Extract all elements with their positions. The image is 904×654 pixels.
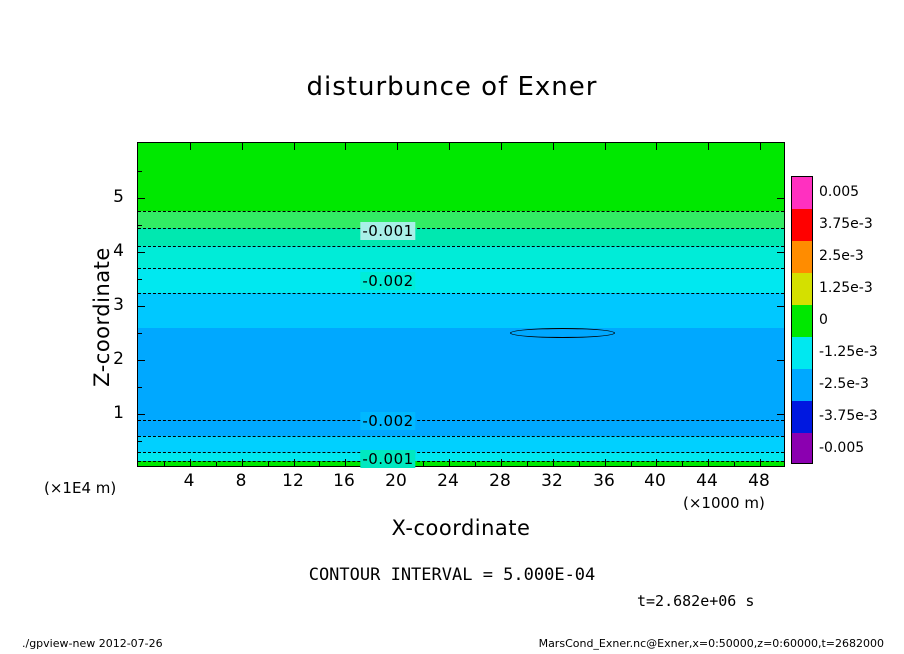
colorbar-tick-label: -2.5e-3: [819, 376, 869, 392]
colorbar-tick-label: 3.75e-3: [819, 216, 873, 232]
contour-band: [138, 246, 784, 268]
contour-line: [138, 293, 784, 294]
y-tick-label: 3: [113, 295, 124, 315]
y-axis-unit: (×1E4 m): [44, 479, 117, 497]
colorbar: [791, 176, 813, 464]
contour-interval-caption: CONTOUR INTERVAL = 5.000E-04: [308, 565, 596, 585]
contour-band: [138, 436, 784, 452]
contour-band: [138, 293, 784, 328]
x-tick-label: 28: [489, 471, 511, 491]
colorbar-segment: [792, 305, 812, 337]
colorbar-segment: [792, 401, 812, 433]
x-axis-unit: (×1000 m): [683, 494, 765, 512]
contour-line: [138, 461, 784, 462]
y-tick-label: 5: [113, 187, 124, 207]
colorbar-tick-label: 2.5e-3: [819, 248, 864, 264]
time-caption: t=2.682e+06 s: [637, 592, 755, 610]
x-tick-label: 36: [593, 471, 615, 491]
y-axis-label: Z-coordinate: [90, 247, 114, 387]
y-tick-label: 2: [113, 349, 124, 369]
x-axis-label: X-coordinate: [391, 516, 531, 540]
colorbar-tick-label: -1.25e-3: [819, 344, 878, 360]
closed-contour: [510, 328, 615, 338]
contour-label: -0.002: [362, 272, 414, 290]
y-tick-label: 1: [113, 403, 124, 423]
contour-label: -0.001: [362, 450, 414, 468]
colorbar-segment: [792, 241, 812, 273]
colorbar-tick-label: 0: [819, 312, 828, 328]
contour-band: [138, 228, 784, 246]
colorbar-tick-label: 0.005: [819, 184, 860, 200]
footer-right: MarsCond_Exner.nc@Exner,x=0:50000,z=0:60000,t=2682000: [538, 637, 884, 650]
colorbar-segment: [792, 369, 812, 401]
contour-band: [138, 143, 784, 211]
plot-area: [137, 142, 785, 467]
contour-line: [138, 452, 784, 453]
contour-label: -0.001: [362, 222, 414, 240]
colorbar-segment: [792, 337, 812, 369]
colorbar-segment: [792, 177, 812, 209]
colorbar-tick-label: -0.005: [819, 440, 865, 456]
contour-line: [138, 228, 784, 229]
x-tick-label: 12: [282, 471, 304, 491]
colorbar-segment: [792, 273, 812, 305]
x-tick-label: 32: [541, 471, 563, 491]
contour-line: [138, 268, 784, 269]
page-title: disturbunce of Exner: [306, 72, 598, 102]
colorbar-tick-label: 1.25e-3: [819, 280, 873, 296]
x-tick-label: 24: [437, 471, 459, 491]
x-tick-label: 40: [644, 471, 666, 491]
contour-band: [138, 452, 784, 461]
colorbar-segment: [792, 209, 812, 241]
x-tick-label: 48: [748, 471, 770, 491]
contour-band: [138, 211, 784, 228]
contour-line: [138, 420, 784, 421]
footer-left: ./gpview-new 2012-07-26: [22, 637, 163, 650]
colorbar-tick-label: -3.75e-3: [819, 408, 878, 424]
x-tick-label: 4: [183, 471, 195, 491]
contour-label: -0.002: [362, 412, 414, 430]
x-tick-label: 44: [696, 471, 718, 491]
x-tick-label: 16: [333, 471, 355, 491]
contour-line: [138, 211, 784, 212]
contour-line: [138, 246, 784, 247]
y-tick-label: 4: [113, 241, 124, 261]
x-tick-label: 20: [385, 471, 407, 491]
contour-line: [138, 436, 784, 437]
colorbar-segment: [792, 433, 812, 464]
contour-band: [138, 268, 784, 293]
x-tick-label: 8: [235, 471, 247, 491]
